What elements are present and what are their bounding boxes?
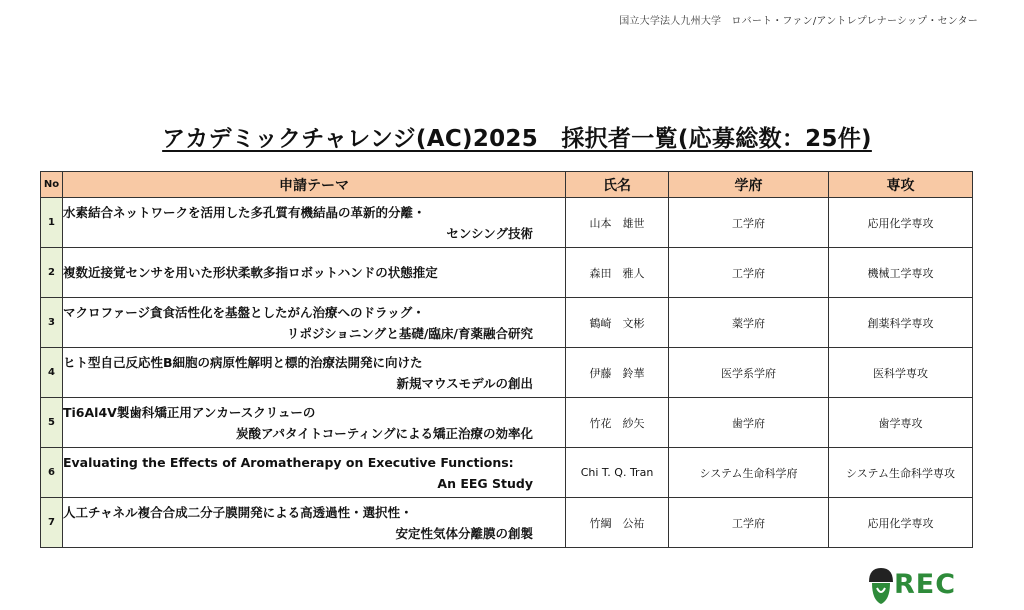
row-number: 5 — [41, 398, 63, 448]
graduate-school: 工学府 — [669, 248, 829, 298]
table-row — [41, 448, 973, 498]
row-number: 1 — [41, 198, 63, 248]
acorn-logo-icon — [866, 566, 896, 606]
table-header-row — [41, 172, 973, 198]
graduate-school: 医学系学府 — [669, 348, 829, 398]
row-number: 2 — [41, 248, 63, 298]
theme-line-2: センシング技術 — [446, 225, 533, 241]
applicant-name: 伊藤 鈴華 — [566, 348, 669, 398]
row-number: 6 — [41, 448, 63, 498]
column-header-major: 専攻 — [829, 172, 973, 198]
theme-line-2: 新規マウスモデルの創出 — [396, 375, 533, 391]
graduate-school: 歯学府 — [669, 398, 829, 448]
major: 創薬科学専攻 — [829, 298, 973, 348]
theme-cell — [63, 398, 566, 448]
theme-cell — [63, 198, 566, 248]
theme-line-2: 安定性気体分離膜の創製 — [395, 525, 533, 541]
theme-cell — [63, 498, 566, 548]
theme-line-1: マクロファージ貪食活性化を基盤としたがん治療へのドラッグ・ — [63, 304, 425, 320]
applicant-name: 森田 雅人 — [566, 248, 669, 298]
theme-line-1: 人工チャネル複合合成二分子膜開発による高透過性・選択性・ — [63, 504, 413, 520]
table-row — [41, 298, 973, 348]
major: 機械工学専攻 — [829, 248, 973, 298]
applicant-name: 竹綱 公祐 — [566, 498, 669, 548]
applicant-name: Chi T. Q. Tran — [566, 448, 669, 498]
theme-line-1: 複数近接覚センサを用いた形状柔軟多指ロボットハンドの状態推定 — [63, 265, 438, 280]
theme-line-1: ヒト型自己反応性B細胞の病原性解明と標的治療法開発に向けた — [63, 354, 423, 370]
column-header-school: 学府 — [669, 172, 829, 198]
table-row — [41, 248, 973, 298]
row-number: 7 — [41, 498, 63, 548]
applicant-name: 鶴崎 文彬 — [566, 298, 669, 348]
column-header-no: No — [41, 172, 63, 198]
theme-line-1: 水素結合ネットワークを活用した多孔質有機結晶の革新的分離・ — [63, 204, 426, 220]
org-header: 国立大学法人九州大学 ロバート・ファン/アントレプレナーシップ・センター — [619, 16, 978, 27]
row-number: 3 — [41, 298, 63, 348]
theme-cell — [63, 248, 566, 298]
table-row — [41, 348, 973, 398]
page-title: アカデミックチャレンジ(AC)2025 採択者一覧(応募総数：25件) — [162, 126, 872, 152]
theme-line-2: An EEG Study — [437, 475, 533, 491]
theme-line-1: Ti6Al4V製歯科矯正用アンカースクリューの — [63, 404, 316, 420]
applicant-name: 竹花 紗矢 — [566, 398, 669, 448]
logo-text: REC — [894, 569, 957, 600]
theme-cell — [63, 348, 566, 398]
rec-logo — [866, 566, 958, 606]
graduate-school: 工学府 — [669, 198, 829, 248]
major: 歯学専攻 — [829, 398, 973, 448]
graduate-school: 工学府 — [669, 498, 829, 548]
major: 応用化学専攻 — [829, 198, 973, 248]
theme-cell — [63, 448, 566, 498]
major: 医科学専攻 — [829, 348, 973, 398]
graduate-school: システム生命科学府 — [669, 448, 829, 498]
theme-line-1: Evaluating the Effects of Aromatherapy on Executive Functions: — [63, 454, 514, 470]
graduate-school: 薬学府 — [669, 298, 829, 348]
table-row — [41, 498, 973, 548]
theme-line-2: リポジショニングと基礎/臨床/育薬融合研究 — [286, 325, 533, 341]
theme-line-2: 炭酸アパタイトコーティングによる矯正治療の効率化 — [235, 425, 533, 441]
selection-table — [40, 171, 973, 548]
major: システム生命科学専攻 — [829, 448, 973, 498]
major: 応用化学専攻 — [829, 498, 973, 548]
table-row — [41, 398, 973, 448]
theme-cell — [63, 298, 566, 348]
column-header-name: 氏名 — [566, 172, 669, 198]
row-number: 4 — [41, 348, 63, 398]
applicant-name: 山本 雄世 — [566, 198, 669, 248]
column-header-theme: 申請テーマ — [63, 172, 566, 198]
table-row — [41, 198, 973, 248]
